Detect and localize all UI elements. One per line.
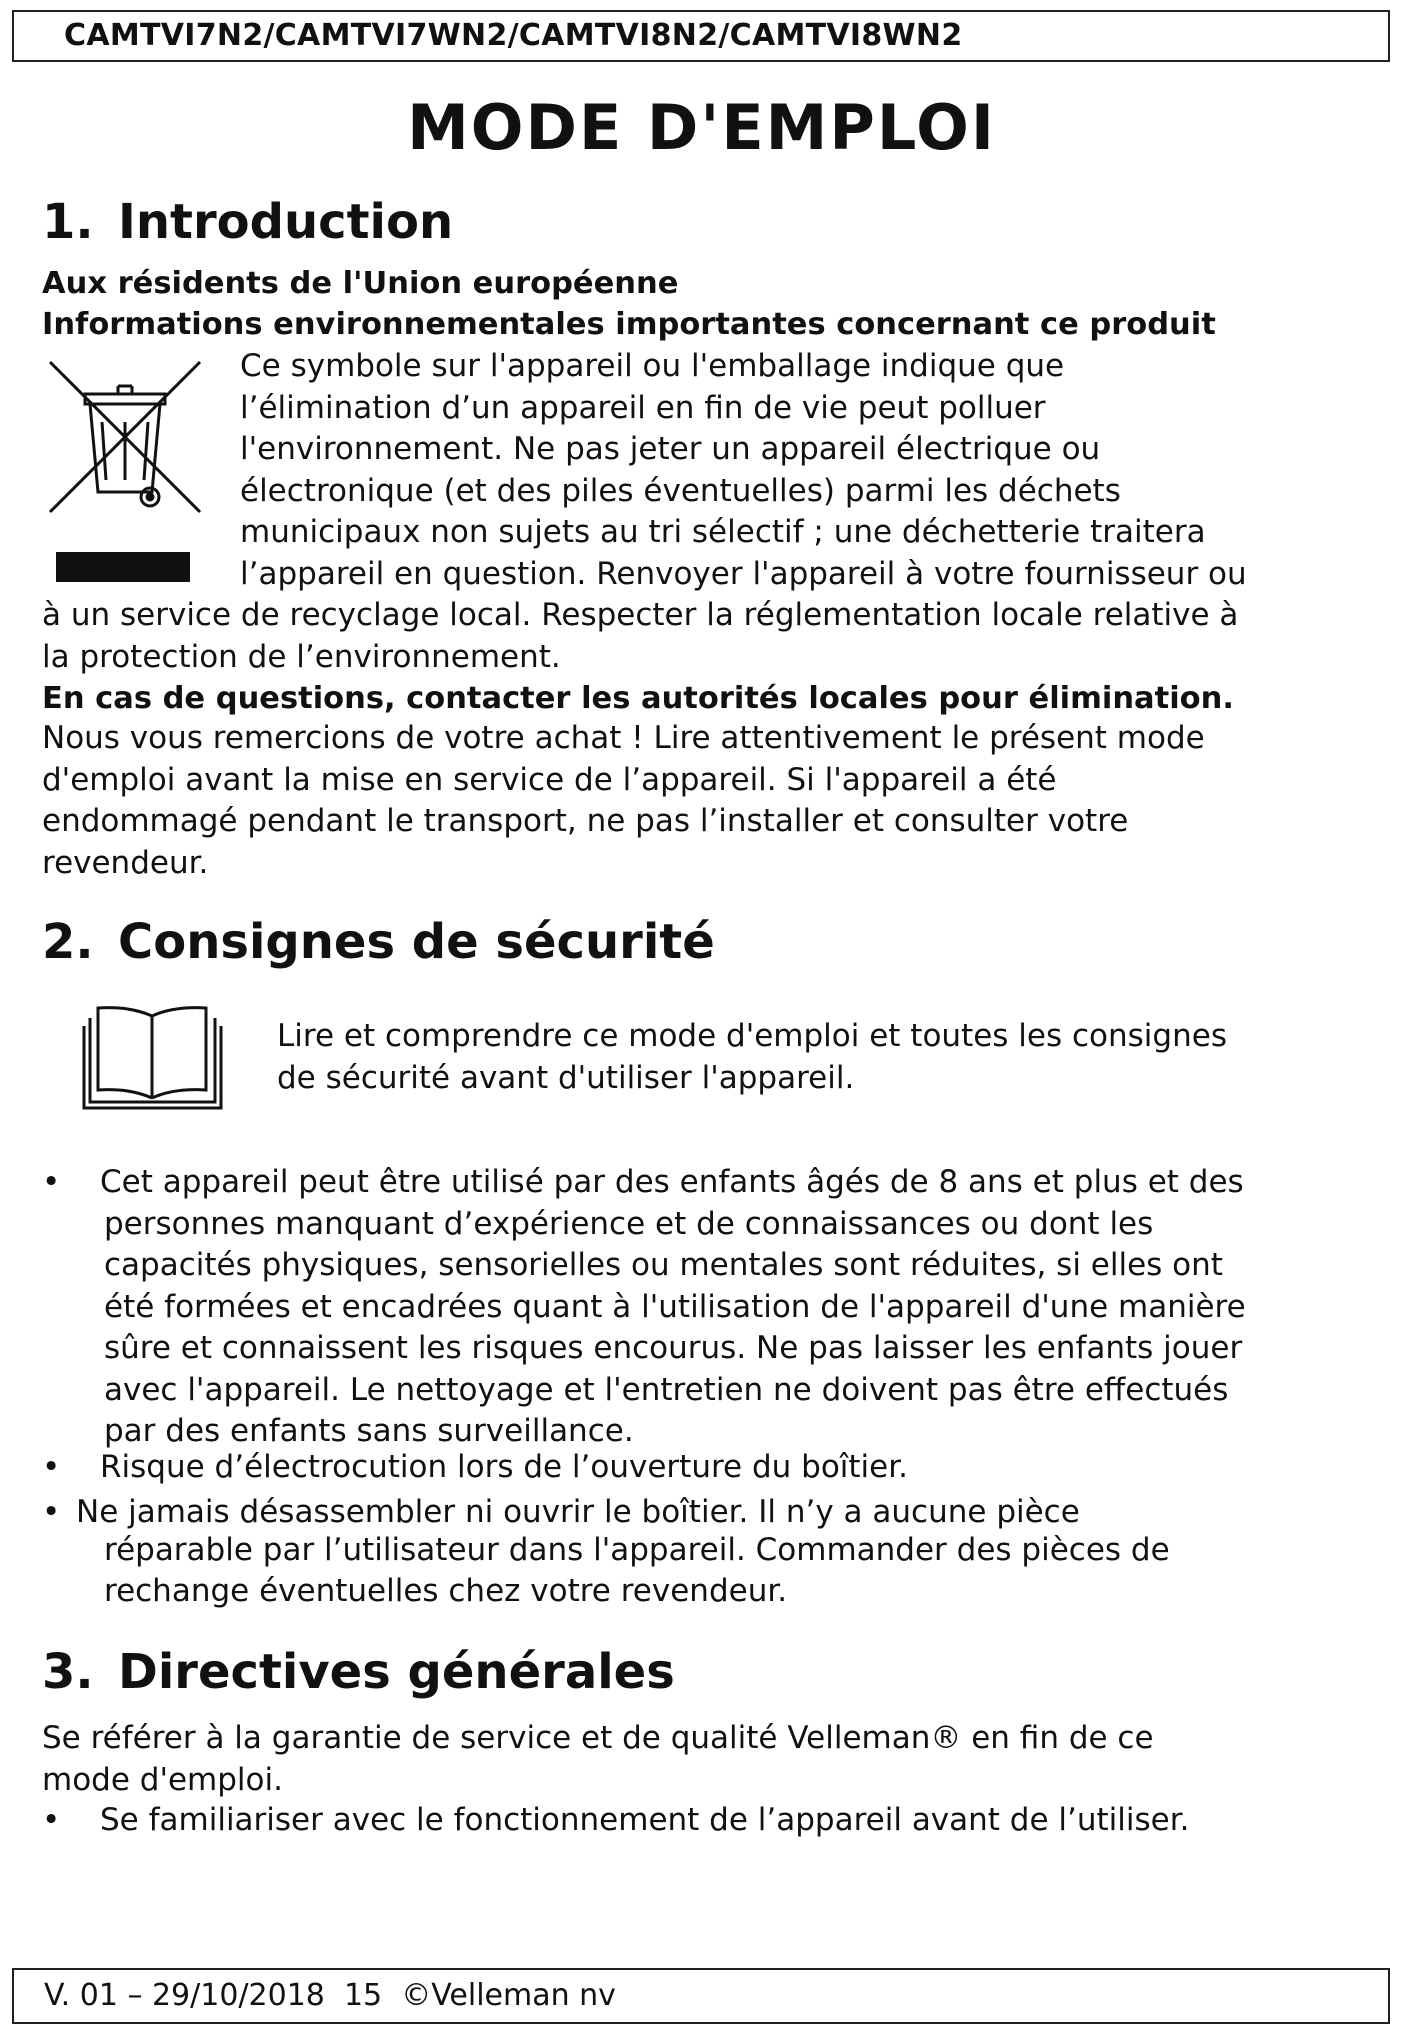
footer-page-number: 15 <box>343 1978 383 2013</box>
weee-line: électronique (et des piles éventuelles) parmi les déchets <box>240 472 1121 509</box>
bullet-line: sûre et connaissent les risques encourus. Ne pas laisser les enfants jouer <box>104 1330 1243 1366</box>
bullet-first-line: Ne jamais désassembler ni ouvrir le boîtier. Il n’y a aucune pièce <box>76 1494 1080 1530</box>
eu-residents-heading: Aux résidents de l'Union européenne <box>42 266 679 301</box>
bullet-first-line: Cet appareil peut être utilisé par des enfants âgés de 8 ans et plus et des <box>100 1164 1244 1200</box>
list-item <box>42 1447 1372 1489</box>
footer-copyright: ©Velleman nv <box>401 1978 616 2013</box>
list-item <box>42 1492 1372 1613</box>
thanks-line: revendeur. <box>42 844 209 881</box>
bullet-icon: • <box>42 1494 61 1530</box>
read-line: de sécurité avant d'utiliser l'appareil. <box>277 1059 855 1096</box>
bullet-continuation <box>42 1530 1372 1613</box>
bullet-first-line: Se familiariser avec le fonctionnement de l’appareil avant de l’utiliser. <box>100 1802 1190 1838</box>
bullet-line: personnes manquant d’expérience et de connaissances ou dont les <box>104 1205 1154 1242</box>
safety-bullet-list <box>42 1162 1372 1613</box>
bullet-line: par des enfants sans surveillance. <box>104 1413 634 1449</box>
section-title: Consignes de sécurité <box>118 914 715 970</box>
bullet-icon: • <box>42 1802 61 1838</box>
bullet-continuation <box>42 1204 1372 1453</box>
bullet-icon: • <box>42 1164 61 1200</box>
crossed-out-wheelie-bin-icon <box>40 352 210 547</box>
thanks-line: endommagé pendant le transport, ne pas l’installer et consulter votre <box>42 803 1129 839</box>
general-paragraph <box>42 1718 1362 1801</box>
weee-line: l’élimination d’un appareil en fin de vie peut polluer <box>240 389 1046 426</box>
header-models: CAMTVI7N2/CAMTVI7WN2/CAMTVI8N2/CAMTVI8WN2 <box>12 10 1390 62</box>
weee-rest-line: à un service de recyclage local. Respecter la réglementation locale relative à <box>42 597 1239 633</box>
footer <box>12 1968 1390 2024</box>
section-introduction-heading <box>42 192 453 252</box>
bullet-line: été formées et encadrées quant à l'utilisation de l'appareil d'une manière <box>104 1288 1246 1325</box>
general-line: mode d'emploi. <box>42 1761 283 1798</box>
weee-line: municipaux non sujets au tri sélectif ; une déchetterie traitera <box>240 514 1206 550</box>
section-number: 3. <box>42 1644 94 1700</box>
bullet-line: avec l'appareil. Le nettoyage et l'entretien ne doivent pas être effectués <box>104 1371 1229 1408</box>
read-line: Lire et comprendre ce mode d'emploi et toutes les consignes <box>277 1018 1227 1054</box>
thanks-line: Nous vous remercions de votre achat ! Lire attentivement le présent mode <box>42 720 1205 756</box>
weee-text-continued <box>42 595 1362 678</box>
bullet-line: réparable par l’utilisateur dans l'appareil. Commander des pièces de <box>104 1531 1170 1568</box>
thanks-paragraph <box>42 718 1362 884</box>
section-number: 1. <box>42 194 94 250</box>
open-book-icon <box>80 998 225 1113</box>
section-general-heading <box>42 1642 675 1702</box>
weee-text-block <box>240 346 1360 595</box>
section-title: Introduction <box>118 194 454 250</box>
section-safety-heading <box>42 912 715 972</box>
footer-version: V. 01 – 29/10/2018 <box>44 1978 325 2013</box>
section-number: 2. <box>42 914 94 970</box>
thanks-line: d'emploi avant la mise en service de l’appareil. Si l'appareil a été <box>42 761 1057 798</box>
section-title: Directives générales <box>118 1644 675 1700</box>
bullet-icon: • <box>42 1448 61 1485</box>
read-manual-text <box>277 1016 1377 1099</box>
general-line: Se référer à la garantie de service et de qualité Velleman® en fin de ce <box>42 1720 1154 1756</box>
questions-notice: En cas de questions, contacter les autorités locales pour élimination. <box>42 681 1234 716</box>
weee-line: l'environnement. Ne pas jeter un appareil électrique ou <box>240 431 1101 467</box>
bullet-first-line: Risque d’électrocution lors de l’ouverture du boîtier. <box>100 1448 908 1485</box>
weee-line: l’appareil en question. Renvoyer l'appareil à votre fournisseur ou <box>240 555 1247 592</box>
weee-black-bar <box>56 552 190 582</box>
weee-rest-line: la protection de l’environnement. <box>42 638 561 675</box>
list-item <box>42 1162 1372 1453</box>
bullet-line: rechange éventuelles chez votre revendeur. <box>104 1573 788 1609</box>
weee-symbol <box>40 352 210 592</box>
weee-line: Ce symbole sur l'appareil ou l'emballage indique que <box>240 348 1065 384</box>
document-title: MODE D'EMPLOI <box>407 91 996 164</box>
list-item <box>42 1800 1372 1842</box>
env-info-heading: Informations environnementales importantes concernant ce produit <box>42 307 1216 342</box>
read-manual-symbol <box>80 998 225 1113</box>
bullet-line: capacités physiques, sensorielles ou mentales sont réduites, si elles ont <box>104 1247 1223 1283</box>
general-bullet-list <box>42 1800 1372 1842</box>
